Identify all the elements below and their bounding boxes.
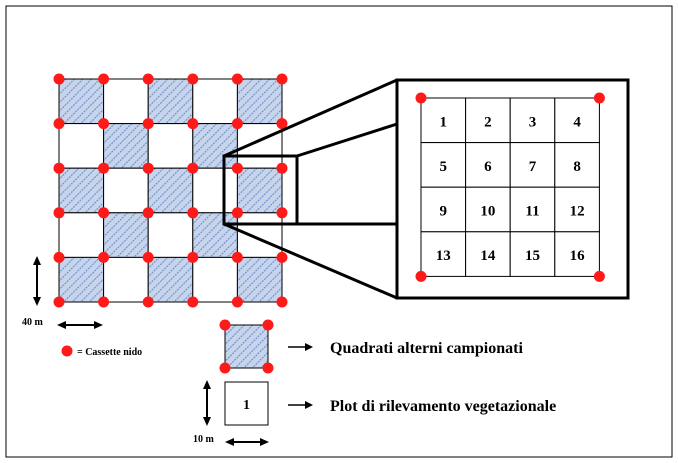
nest-box-legend-text: = Cassette nido	[77, 347, 143, 358]
plot-number-label: 7	[528, 158, 537, 175]
nest-box-marker	[187, 118, 198, 129]
vertical-scale-arrow	[33, 256, 41, 306]
plot-number-label: 3	[528, 114, 537, 131]
unsampled-square	[104, 79, 149, 124]
nest-box-marker	[143, 118, 154, 129]
sampled-square	[193, 213, 238, 258]
nest-box-marker	[263, 320, 274, 331]
nest-box-marker	[143, 207, 154, 218]
nest-box-marker	[594, 93, 605, 104]
sampled-square-symbol	[225, 325, 268, 368]
nest-box-marker	[98, 163, 109, 174]
plot-number-label: 8	[573, 158, 581, 175]
nest-box-marker	[143, 74, 154, 85]
unsampled-square	[193, 168, 238, 213]
nest-box-marker	[187, 297, 198, 308]
unsampled-square	[104, 257, 149, 302]
nest-box-marker	[54, 74, 65, 85]
sampled-square	[104, 124, 149, 169]
nest-box-marker	[594, 271, 605, 282]
nest-box-marker	[143, 297, 154, 308]
nest-box-symbol	[62, 346, 73, 357]
plot-vertical-scale-arrow	[203, 380, 211, 426]
nest-box-marker	[232, 207, 243, 218]
vegetation-plot-symbol-number: 1	[243, 398, 250, 413]
plot-number-label: 10	[480, 203, 496, 220]
sampling-grid	[54, 74, 288, 308]
nest-box-marker	[98, 207, 109, 218]
nest-box-marker	[98, 118, 109, 129]
plot-horizontal-scale-arrow	[225, 438, 269, 446]
unsampled-square	[193, 79, 238, 124]
nest-box-marker	[277, 252, 288, 263]
sampled-square	[59, 79, 104, 124]
sampled-square	[237, 79, 282, 124]
unsampled-square	[193, 257, 238, 302]
plot-number-label: 15	[525, 248, 540, 265]
legend-arrow-1	[288, 343, 313, 351]
nest-box-marker	[277, 74, 288, 85]
nest-box-marker	[54, 163, 65, 174]
nest-box-legend	[62, 346, 143, 359]
zoomed-plot-panel	[397, 80, 628, 298]
nest-box-marker	[143, 252, 154, 263]
nest-box-marker	[416, 271, 427, 282]
plot-number-label: 12	[569, 203, 585, 220]
nest-box-marker	[220, 363, 231, 374]
nest-box-marker	[187, 74, 198, 85]
sampled-square	[237, 168, 282, 213]
nest-box-marker	[54, 252, 65, 263]
nest-box-marker	[232, 118, 243, 129]
nest-box-marker	[98, 252, 109, 263]
sampled-square	[148, 168, 193, 213]
nest-box-marker	[277, 297, 288, 308]
zoom-line-mid	[297, 124, 397, 156]
nest-box-marker	[187, 207, 198, 218]
legend-vegetation-plot	[193, 380, 556, 446]
sampled-square	[59, 168, 104, 213]
nest-box-marker	[54, 297, 65, 308]
plot-number-label: 14	[480, 248, 496, 265]
unsampled-square	[59, 213, 104, 258]
nest-box-marker	[277, 207, 288, 218]
nest-box-marker	[232, 297, 243, 308]
sampled-square	[104, 213, 149, 258]
legend-vegetation-text: Plot di rilevamento vegetazionale	[330, 398, 557, 415]
plot-scale-label: 10 m	[193, 434, 214, 445]
nest-box-marker	[416, 93, 427, 104]
sampled-square	[193, 124, 238, 169]
nest-box-marker	[54, 207, 65, 218]
nest-box-marker	[54, 118, 65, 129]
nest-box-marker	[98, 297, 109, 308]
unsampled-square	[104, 168, 149, 213]
unsampled-square	[148, 213, 193, 258]
sampled-square	[148, 257, 193, 302]
horizontal-scale-arrow	[57, 321, 103, 329]
nest-box-marker	[98, 74, 109, 85]
nest-box-marker	[187, 252, 198, 263]
plot-number-label: 6	[484, 158, 492, 175]
unsampled-square	[237, 213, 282, 258]
legend-sampled-text: Quadrati alterni campionati	[330, 340, 523, 357]
plot-number-label: 13	[435, 248, 451, 265]
plot-number-label: 2	[484, 114, 492, 131]
nest-box-marker	[232, 252, 243, 263]
nest-box-marker	[232, 74, 243, 85]
nest-box-marker	[232, 163, 243, 174]
nest-box-marker	[263, 363, 274, 374]
plot-number-label: 16	[569, 248, 585, 265]
plot-number-label: 11	[525, 203, 540, 220]
plot-number-label: 9	[439, 203, 448, 220]
plot-number-label: 5	[439, 158, 448, 175]
unsampled-square	[148, 124, 193, 169]
sampled-square	[148, 79, 193, 124]
unsampled-square	[59, 124, 104, 169]
plot-number-label: 1	[439, 114, 448, 131]
sampled-square	[237, 257, 282, 302]
sampled-square	[59, 257, 104, 302]
grid-scale-label: 40 m	[22, 317, 43, 328]
legend-sampled-squares	[220, 320, 524, 374]
nest-box-marker	[220, 320, 231, 331]
legend-arrow-2	[288, 401, 313, 409]
plot-number-label: 4	[573, 114, 581, 131]
nest-box-marker	[143, 163, 154, 174]
nest-box-marker	[187, 163, 198, 174]
nest-box-marker	[277, 163, 288, 174]
